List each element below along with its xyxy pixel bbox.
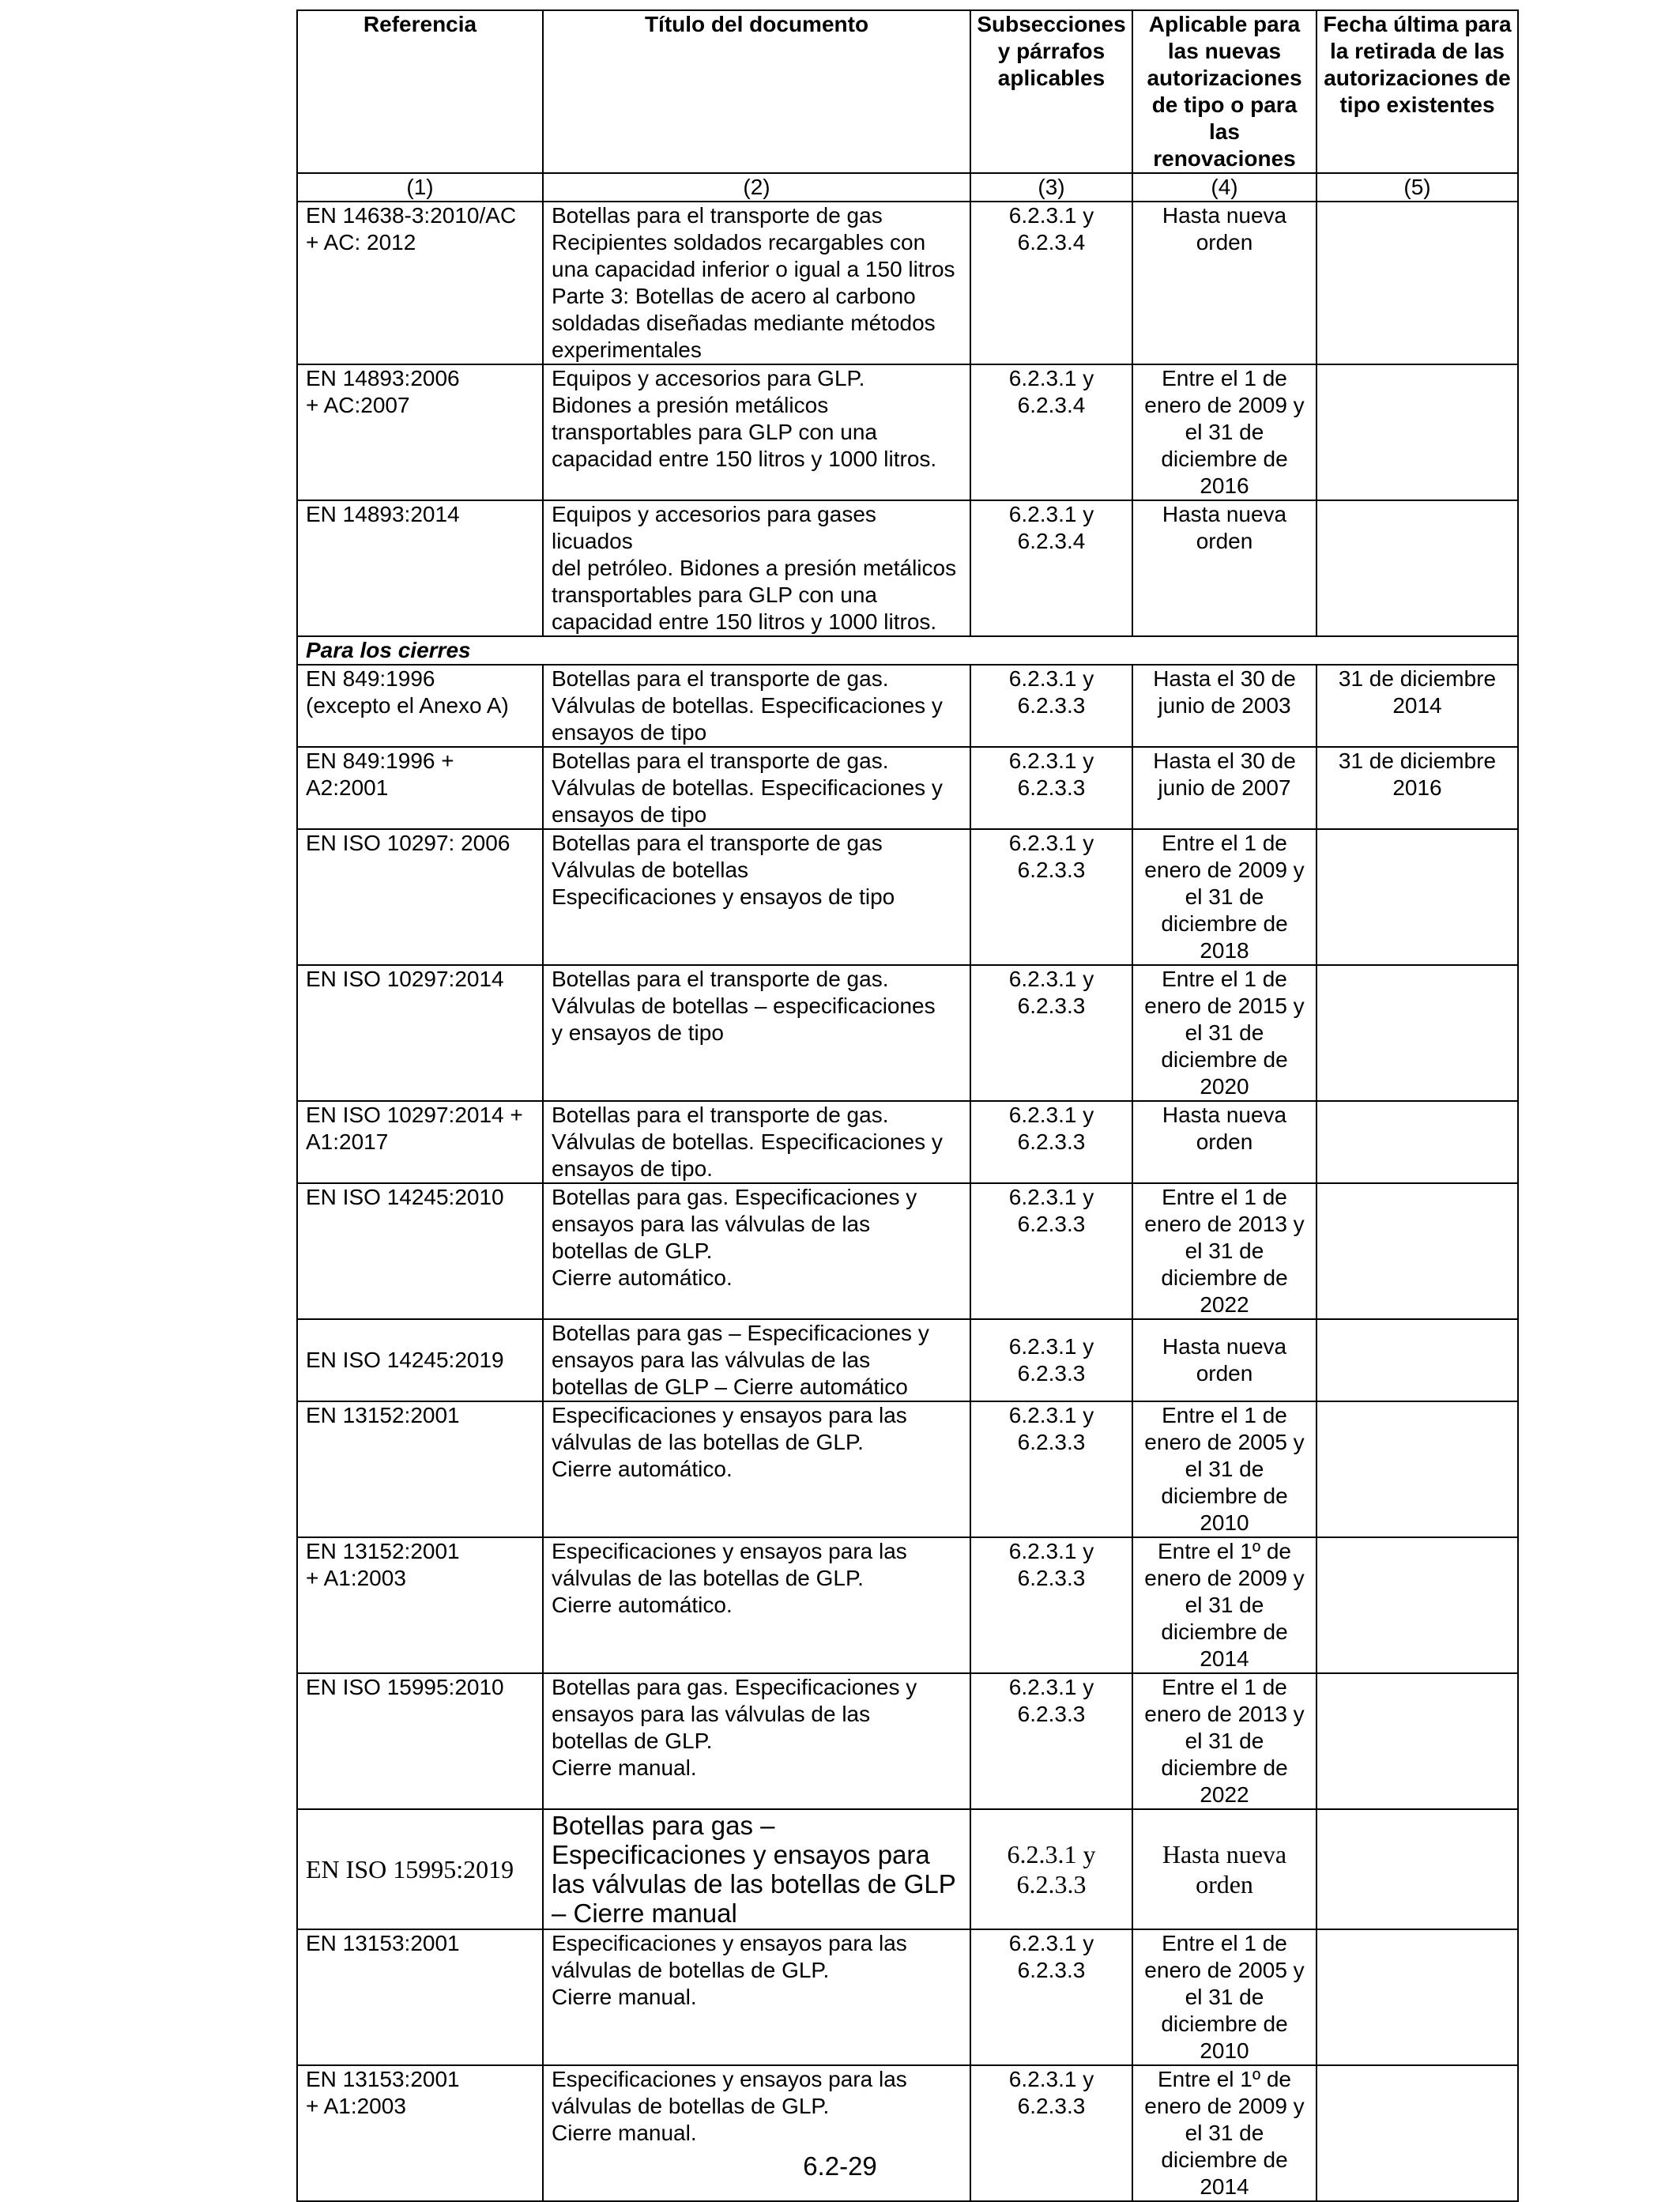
- subsections-cell: 6.2.3.1 y 6.2.3.3: [970, 1101, 1132, 1183]
- applicable-cell: Entre el 1 de enero de 2009 y el 31 de diciembre de 2018: [1132, 829, 1317, 965]
- header-fecha-retirada: Fecha última para la retirada de las autorizaciones de tipo existentes: [1317, 10, 1518, 173]
- title-cell: Botellas para gas. Especificaciones y ensayos para las válvulas de las botellas de GLP. Cierre manual.: [543, 1673, 970, 1809]
- subsections-cell: 6.2.3.1 y 6.2.3.4: [970, 364, 1132, 500]
- reference-cell: EN ISO 10297:2014 + A1:2017: [297, 1101, 543, 1183]
- subsections-cell: 6.2.3.1 y 6.2.3.3: [970, 1929, 1132, 2065]
- title-cell: Especificaciones y ensayos para las válvulas de botellas de GLP. Cierre manual.: [543, 1929, 970, 2065]
- withdrawal-cell: 31 de diciembre 2014: [1317, 665, 1518, 747]
- applicable-cell: Hasta nueva orden: [1132, 1101, 1317, 1183]
- table-row: [297, 829, 1518, 965]
- title-cell: Especificaciones y ensayos para las válvulas de las botellas de GLP. Cierre automático.: [543, 1401, 970, 1537]
- applicable-cell: Entre el 1º de enero de 2009 y el 31 de diciembre de 2014: [1132, 1537, 1317, 1673]
- subsections-cell: 6.2.3.1 y 6.2.3.3: [970, 1319, 1132, 1401]
- applicable-cell: Entre el 1 de enero de 2013 y el 31 de diciembre de 2022: [1132, 1183, 1317, 1319]
- column-number: (4): [1132, 173, 1317, 202]
- title-cell: Botellas para el transporte de gas Válvulas de botellas Especificaciones y ensayos de tipo: [543, 829, 970, 965]
- table-row: [297, 1809, 1518, 1929]
- withdrawal-cell: [1317, 965, 1518, 1101]
- header-referencia: Referencia: [297, 10, 543, 173]
- withdrawal-cell: [1317, 1673, 1518, 1809]
- reference-cell: EN ISO 10297: 2006: [297, 829, 543, 965]
- table-row: [297, 364, 1518, 500]
- column-number: (2): [543, 173, 970, 202]
- withdrawal-cell: [1317, 500, 1518, 636]
- title-cell: Botellas para el transporte de gas. Válvulas de botellas. Especificaciones y ensayos de tipo: [543, 665, 970, 747]
- applicable-cell: Entre el 1 de enero de 2013 y el 31 de diciembre de 2022: [1132, 1673, 1317, 1809]
- reference-cell: EN 849:1996 + A2:2001: [297, 747, 543, 829]
- applicable-cell: Hasta nueva orden: [1132, 1319, 1317, 1401]
- column-number-row: [297, 173, 1518, 202]
- section-row: [297, 636, 1518, 665]
- title-cell: Equipos y accesorios para GLP. Bidones a presión metálicos transportables para GLP con una capacidad entre 150 litros y 1000 litros.: [543, 364, 970, 500]
- applicable-cell: Entre el 1º de enero de 2009 y el 31 de diciembre de 2014: [1132, 2065, 1317, 2201]
- subsections-cell: 6.2.3.1 y 6.2.3.3: [970, 2065, 1132, 2201]
- subsections-cell: 6.2.3.1 y 6.2.3.3: [970, 965, 1132, 1101]
- reference-cell: EN 13152:2001 + A1:2003: [297, 1537, 543, 1673]
- reference-cell: EN ISO 15995:2019: [297, 1809, 543, 1929]
- reference-cell: EN ISO 10297:2014: [297, 965, 543, 1101]
- applicable-cell: Hasta nueva orden: [1132, 500, 1317, 636]
- header-row: [297, 10, 1518, 173]
- withdrawal-cell: [1317, 829, 1518, 965]
- subsections-cell: 6.2.3.1 y 6.2.3.3: [970, 747, 1132, 829]
- table-row: [297, 965, 1518, 1101]
- withdrawal-cell: [1317, 1537, 1518, 1673]
- reference-cell: EN 13152:2001: [297, 1401, 543, 1537]
- header-aplicable: Aplicable para las nuevas autorizaciones de tipo o para las renovaciones: [1132, 10, 1317, 173]
- subsections-cell: 6.2.3.1 y 6.2.3.3: [970, 829, 1132, 965]
- section-label: Para los cierres: [297, 636, 1518, 665]
- subsections-cell: 6.2.3.1 y 6.2.3.4: [970, 202, 1132, 364]
- withdrawal-cell: [1317, 1929, 1518, 2065]
- title-cell: Botellas para el transporte de gas Recipientes soldados recargables con una capacidad inferior o igual a 150 litros Parte 3: Botellas de acero al carbono soldadas diseñadas mediante métodos experimentales: [543, 202, 970, 364]
- table-row: [297, 202, 1518, 364]
- subsections-cell: 6.2.3.1 y 6.2.3.3: [970, 1401, 1132, 1537]
- withdrawal-cell: [1317, 1401, 1518, 1537]
- reference-cell: EN 14638-3:2010/AC + AC: 2012: [297, 202, 543, 364]
- applicable-cell: Hasta el 30 de junio de 2007: [1132, 747, 1317, 829]
- title-cell: Botellas para gas. Especificaciones y ensayos para las válvulas de las botellas de GLP. Cierre automático.: [543, 1183, 970, 1319]
- subsections-cell: 6.2.3.1 y 6.2.3.3: [970, 1673, 1132, 1809]
- subsections-cell: 6.2.3.1 y 6.2.3.3: [970, 1183, 1132, 1319]
- table-row: [297, 500, 1518, 636]
- title-cell: Botellas para gas – Especificaciones y ensayos para las válvulas de las botellas de GLP – Cierre manual: [543, 1809, 970, 1929]
- reference-cell: EN ISO 14245:2010: [297, 1183, 543, 1319]
- column-number: (1): [297, 173, 543, 202]
- applicable-cell: Entre el 1 de enero de 2005 y el 31 de diciembre de 2010: [1132, 1929, 1317, 2065]
- subsections-cell: 6.2.3.1 y 6.2.3.3: [970, 1809, 1132, 1929]
- reference-cell: EN 13153:2001 + A1:2003: [297, 2065, 543, 2201]
- table-row: [297, 747, 1518, 829]
- table-row: [297, 1537, 1518, 1673]
- standards-table: [296, 9, 1519, 2202]
- withdrawal-cell: [1317, 1183, 1518, 1319]
- column-number: (3): [970, 173, 1132, 202]
- header-subsecciones: Subsecciones y párrafos aplicables: [970, 10, 1132, 173]
- header-titulo: Título del documento: [543, 10, 970, 173]
- reference-cell: EN 13153:2001: [297, 1929, 543, 2065]
- applicable-cell: Entre el 1 de enero de 2005 y el 31 de diciembre de 2010: [1132, 1401, 1317, 1537]
- title-cell: Equipos y accesorios para gases licuados del petróleo. Bidones a presión metálicos transportables para GLP con una capacidad entre 150 litros y 1000 litros.: [543, 500, 970, 636]
- withdrawal-cell: [1317, 1319, 1518, 1401]
- reference-cell: EN 14893:2006 + AC:2007: [297, 364, 543, 500]
- subsections-cell: 6.2.3.1 y 6.2.3.4: [970, 500, 1132, 636]
- table-row: [297, 1929, 1518, 2065]
- table-row: [297, 1183, 1518, 1319]
- withdrawal-cell: [1317, 1809, 1518, 1929]
- title-cell: Especificaciones y ensayos para las válvulas de botellas de GLP. Cierre manual.: [543, 2065, 970, 2201]
- reference-cell: EN ISO 15995:2010: [297, 1673, 543, 1809]
- title-cell: Botellas para el transporte de gas. Válvulas de botellas. Especificaciones y ensayos de tipo: [543, 747, 970, 829]
- applicable-cell: Hasta el 30 de junio de 2003: [1132, 665, 1317, 747]
- subsections-cell: 6.2.3.1 y 6.2.3.3: [970, 1537, 1132, 1673]
- reference-cell: EN ISO 14245:2019: [297, 1319, 543, 1401]
- title-cell: Botellas para el transporte de gas. Válvulas de botellas. Especificaciones y ensayos de tipo.: [543, 1101, 970, 1183]
- applicable-cell: Entre el 1 de enero de 2009 y el 31 de diciembre de 2016: [1132, 364, 1317, 500]
- withdrawal-cell: [1317, 364, 1518, 500]
- applicable-cell: Entre el 1 de enero de 2015 y el 31 de diciembre de 2020: [1132, 965, 1317, 1101]
- page-number: 6.2-29: [803, 2151, 877, 2181]
- reference-cell: EN 14893:2014: [297, 500, 543, 636]
- title-cell: Botellas para gas – Especificaciones y ensayos para las válvulas de las botellas de GLP – Cierre automático: [543, 1319, 970, 1401]
- withdrawal-cell: 31 de diciembre 2016: [1317, 747, 1518, 829]
- table-row: [297, 1319, 1518, 1401]
- reference-cell: EN 849:1996 (excepto el Anexo A): [297, 665, 543, 747]
- title-cell: Especificaciones y ensayos para las válvulas de las botellas de GLP. Cierre automático.: [543, 1537, 970, 1673]
- table-row: [297, 665, 1518, 747]
- applicable-cell: Hasta nueva orden: [1132, 202, 1317, 364]
- table-row: [297, 1101, 1518, 1183]
- table-row: [297, 1401, 1518, 1537]
- table-row: [297, 1673, 1518, 1809]
- column-number: (5): [1317, 173, 1518, 202]
- applicable-cell: Hasta nueva orden: [1132, 1809, 1317, 1929]
- withdrawal-cell: [1317, 202, 1518, 364]
- withdrawal-cell: [1317, 1101, 1518, 1183]
- subsections-cell: 6.2.3.1 y 6.2.3.3: [970, 665, 1132, 747]
- title-cell: Botellas para el transporte de gas. Válvulas de botellas – especificaciones y ensayos de tipo: [543, 965, 970, 1101]
